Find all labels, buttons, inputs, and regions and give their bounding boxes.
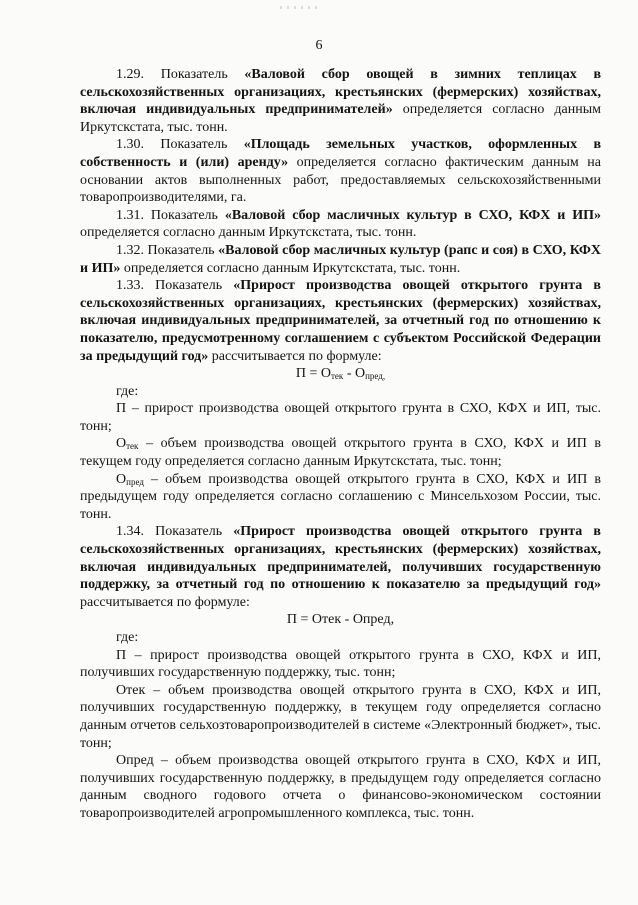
- formula-1: [80, 365, 601, 383]
- where-label: где:: [116, 630, 139, 645]
- symbol-subscript: тек: [126, 441, 139, 452]
- paragraph-1-34: [80, 523, 601, 611]
- paragraph-1-32: [80, 242, 601, 277]
- scan-artifact: [280, 6, 320, 9]
- item-text: рассчитывается по формуле:: [208, 348, 382, 364]
- item-text: определяется согласно фактическим данным на основании актов выполненных работ, предоставляемых сельскохозяйственными товаропроизводителями, га.: [80, 154, 601, 206]
- indicator-title: «Валовой сбор овощей в зимних теплицах в сельскохозяйственных организациях, крестьянских (фермерских) хозяйствах, включая индивидуальных предпринимателей»: [80, 67, 602, 118]
- item-text: определяется согласно данным Иркутскстата, тыс. тонн.: [80, 102, 601, 135]
- definition-p-2: П – прирост производства овощей открытого грунта в СХО, КФХ и ИП, получивших государственную поддержку, тыс. тонн;: [80, 647, 601, 681]
- item-number: 1.29. Показатель: [116, 67, 245, 82]
- item-number: 1.34. Показатель: [116, 524, 234, 540]
- symbol: О: [116, 471, 127, 487]
- definition-otek-2: Отек – объем производства овощей открытого грунта в СХО, КФХ и ИП, получивших государственную поддержку, в текущем году определяется согласно данным отчетов сельхозтоваропроизводителей в системе «Электронный бюджет», тыс. тонн;: [80, 682, 601, 751]
- definition-o-tek: [80, 435, 601, 470]
- document-body: [80, 66, 601, 823]
- symbol: П: [116, 401, 127, 417]
- paragraph-1-33: [80, 277, 601, 365]
- indicator-title: «Прирост производства овощей открытого грунта в сельскохозяйственных организациях, крестьянских (фермерских) хозяйствах, включая индивидуальных предпринимателей, получивших государственную поддержку, за отчетный год по отношению к показателю за предыдущий год»: [80, 524, 601, 593]
- definition-text: – объем производства овощей открытого грунта в СХО, КФХ и ИП в предыдущем году определяется согласно соглашению с Минсельхозом России, тыс. тонн.: [80, 471, 601, 522]
- formula-subscript: пред,: [365, 371, 386, 382]
- definition-text: – объем производства овощей открытого грунта в СХО, КФХ и ИП в текущем году определяется согласно данным Иркутскстата, тыс. тонн;: [80, 436, 601, 470]
- item-number: 1.32. Показатель: [116, 242, 219, 258]
- formula-part: - О: [343, 366, 366, 382]
- paragraph-1-29: [80, 66, 601, 136]
- indicator-title: «Валовой сбор масличных культур в СХО, КФХ и ИП»: [224, 207, 601, 223]
- symbol-subscript: пред: [126, 476, 144, 487]
- item-text: определяется согласно данным Иркутскстата, тыс. тонн.: [120, 260, 461, 276]
- where-label: где:: [116, 383, 139, 399]
- definition-p: [80, 400, 601, 435]
- paragraph-1-30: [80, 136, 601, 206]
- indicator-title: «Площадь земельных участков, оформленных в собственность и (или) аренду»: [80, 137, 602, 170]
- definition-opred-2: Опред – объем производства овощей открытого грунта в СХО, КФХ и ИП, получивших государственную поддержку, в предыдущем году определяется согласно данным сводного годового отчета о финансово-экономическом состоянии товаропроизводителей агропромышленного комплекса, тыс. тонн.: [80, 753, 601, 821]
- page-number: 6: [315, 38, 323, 53]
- item-number: 1.33. Показатель: [116, 278, 234, 294]
- symbol: О: [116, 436, 127, 452]
- item-text: определяется согласно данным Иркутскстата, тыс. тонн.: [80, 225, 417, 241]
- formula-subscript: тек: [331, 371, 344, 382]
- formula-2: П = Отек - Опред,: [286, 612, 395, 628]
- item-text: рассчитывается по формуле:: [80, 594, 250, 610]
- definition-o-pred: [80, 471, 601, 524]
- item-number: 1.30. Показатель: [116, 137, 244, 153]
- definition-text: – прирост производства овощей открытого грунта в СХО, КФХ и ИП, тыс. тонн;: [80, 401, 601, 434]
- paragraph-1-31: [80, 207, 601, 242]
- item-number: 1.31. Показатель: [116, 207, 225, 223]
- indicator-title: «Прирост производства овощей открытого грунта в сельскохозяйственных организациях, крестьянских (фермерских) хозяйствах, включая индивидуальных предпринимателей, за отчетный год по отношению к показателю, предусмотренному соглашением с субъектом Российской Федерации за предыдущий год»: [80, 278, 601, 364]
- formula-part: П = О: [295, 366, 331, 382]
- indicator-title: «Валовой сбор масличных культур (рапс и соя) в СХО, КФХ и ИП»: [80, 242, 601, 276]
